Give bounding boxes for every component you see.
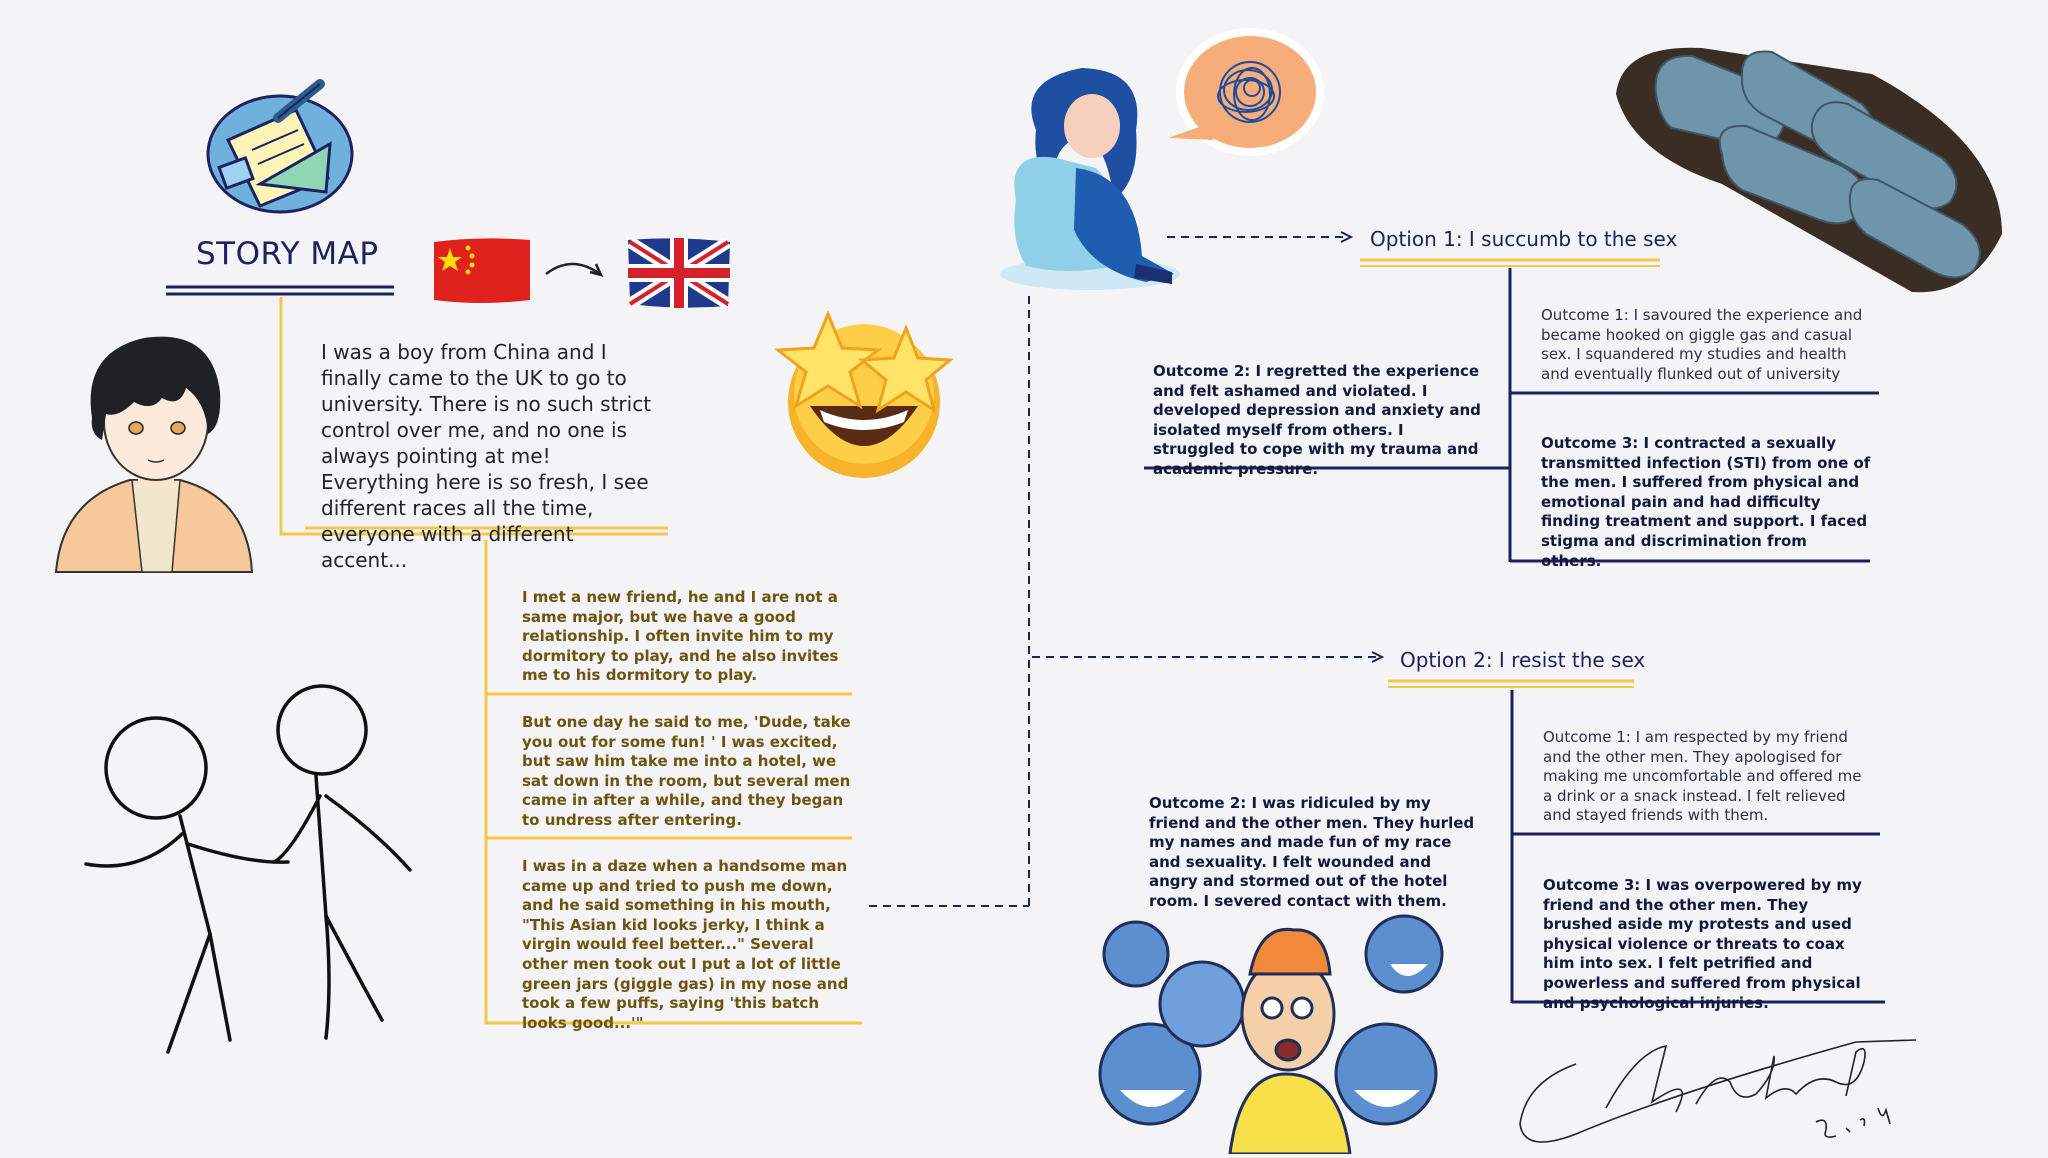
star-eyes-emoji-icon [772,306,956,482]
thought-bubble-icon [1160,22,1330,162]
stick-figures [80,684,416,1056]
option-1-outcome-1: Outcome 1: I savoured the experience and became hooked on giggle gas and casual sex. I squandered my studies and health and eventually flunked out of university [1541,306,1863,383]
story-paragraph-3: I was in a daze when a handsome man came up and tried to push me down, and he said something in his mouth, "This Asian kid looks jerky, I think a virgin would feel better..." Several other men took out I put a lot of little green jars (giggle gas) in my nose and took a few puffs, saying 'this batch looks good...'" [522,857,849,1032]
sad-girl-icon [996,60,1184,292]
option-2-outcome-1: Outcome 1: I am respected by my friend and the other men. They apologised for making me uncomfortable and offered me a drink or a snack instead. I felt relieved and stayed friends with them. [1543,728,1862,825]
option-2-label: Option 2: I resist the sex [1400,648,1646,672]
page-title: STORY MAP [196,236,379,272]
gas-canisters-icon [1612,34,2006,298]
arrow-icon [542,252,606,286]
china-flag-icon [430,236,534,304]
intro-text: I was a boy from China and I finally came to the UK to go to university. There is no such strict control over me, and no one is always pointing at me! Everything here is so fresh, I see different races all the time, everyone with a different accent... [321,340,652,572]
option-1-outcome-2: Outcome 2: I regretted the experience and felt ashamed and violated. I developed depression and anxiety and isolated myself from others. I struggled to cope with my trauma and academic pressure. [1153,362,1481,478]
story-paragraph-1: I met a new friend, he and I are not a same major, but we have a good relationship. I often invite him to my dormitory to play, and he also invites me to his dormitory to play. [522,588,839,685]
boy-avatar [52,322,256,574]
signature [1516,1012,1916,1152]
option-1-label: Option 1: I succumb to the sex [1370,227,1678,251]
uk-flag-icon [626,236,732,310]
option-2-outcome-2: Outcome 2: I was ridiculed by my friend and the other men. They hurled my names and made fun of my race and sexuality. I felt wounded and angry and stormed out of the hotel room. I severed contact with them. [1149,794,1475,910]
laughing-crowd-icon [1090,904,1480,1154]
story-paragraph-2: But one day he said to me, 'Dude, take you out for some fun! ' I was excited, but saw him take me into a hotel, we sat down in the room, but several men came in after a while, and they began to undress after entering. [522,713,851,829]
notes-icon [200,74,360,214]
option-1-outcome-3: Outcome 3: I contracted a sexually transmitted infection (STI) from one of the men. I suffered from physical and emotional pain and had difficulty finding treatment and support. I faced stigma and discrimination from others. [1541,434,1871,570]
option-2-outcome-3: Outcome 3: I was overpowered by my friend and the other men. They brushed aside my protests and used physical violence or threats to coax him into sex. I felt petrified and powerless and suffered from physical and psychological injuries. [1543,876,1862,1012]
